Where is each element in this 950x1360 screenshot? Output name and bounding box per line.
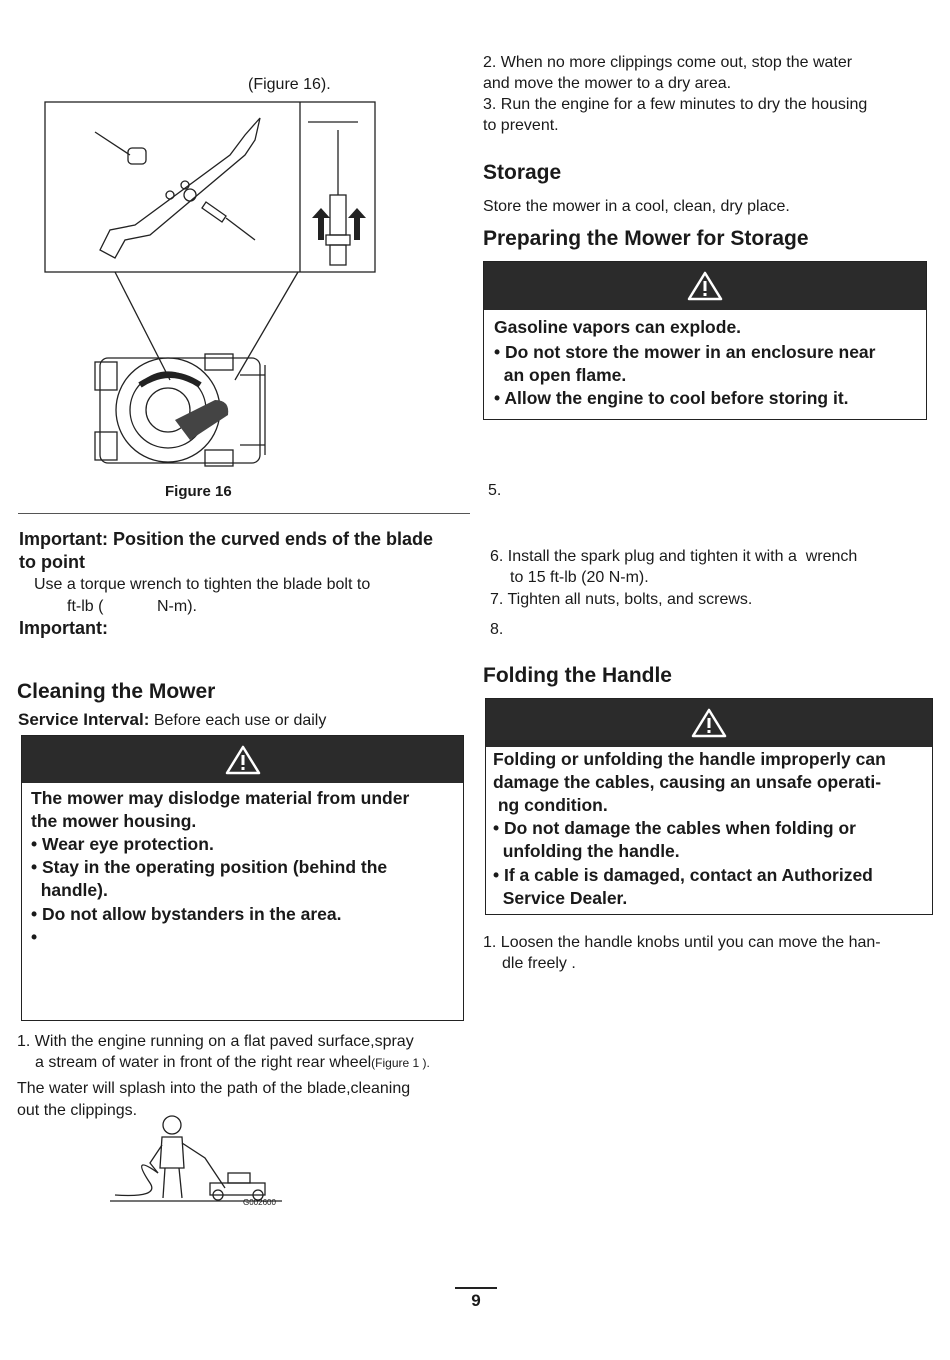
cleaning-step-1-figref: (Figure 1 ). [371, 1056, 430, 1070]
fold-step-1-line1: 1. Loosen the handle knobs until you can move the han- [483, 934, 881, 951]
storage-warning-line-2: • Do not store the mower in an enclosure near [494, 342, 876, 362]
folding-warning-line-7: Service Dealer. [493, 888, 628, 908]
folding-warning-line-2: damage the cables, causing an unsafe operati- [493, 772, 882, 792]
cleaning-warning-line-2: the mower housing. [31, 811, 197, 831]
storage-warning-box [483, 261, 927, 420]
warning-triangle-icon [690, 707, 728, 739]
step-6-line1: 6. Install the spark plug and tighten it with a wrench [490, 548, 858, 565]
figure-16-illustration [40, 100, 385, 475]
folding-warning-line-4: • Do not damage the cables when folding or [493, 818, 856, 838]
step-5: 5. [488, 482, 502, 499]
water-splash-line1: The water will splash into the path of the blade,cleaning [17, 1080, 411, 1097]
important-note-1-line1: Important: Position the curved ends of the blade [19, 529, 434, 549]
folding-warning-box [485, 698, 933, 915]
cleaning-warning-line-1: The mower may dislodge material from under [31, 788, 410, 808]
storage-warning-line-3: an open flame. [494, 365, 627, 385]
step-8: 8. [490, 621, 504, 638]
step-2-line2: and move the mower to a dry area. [483, 75, 732, 92]
storage-text: Store the mower in a cool, clean, dry place. [483, 198, 790, 215]
service-interval-value: Before each use or daily [153, 712, 327, 729]
step-3-line1: 3. Run the engine for a few minutes to dry the housing [483, 96, 868, 113]
warning-header-bar [486, 699, 932, 747]
cleaning-warning-line-6: • Do not allow bystanders in the area. [31, 904, 342, 924]
cleaning-step-1-line2 [35, 1052, 430, 1074]
torque-instruction-ftlb: ft-lb ( [67, 598, 104, 615]
preparing-storage-title: Preparing the Mower for Storage [483, 227, 809, 250]
folding-warning-line-6: • If a cable is damaged, contact an Authorized [493, 865, 873, 885]
torque-instruction-line1: Use a torque wrench to tighten the blade bolt to [34, 576, 371, 593]
water-splash-line2: out the clippings. [17, 1102, 138, 1119]
folding-warning-line-3: ng condition. [493, 795, 608, 815]
cleaning-warning-line-7: • [31, 927, 38, 947]
page-number: 9 [471, 1291, 481, 1310]
cleaning-step-1-text: a stream of water in front of the right rear wheel [35, 1054, 372, 1071]
cleaning-warning-box [21, 735, 464, 1021]
storage-warning-line-1: Gasoline vapors can explode. [494, 317, 742, 337]
cleaning-warning-line-4: • Stay in the operating position (behind the [31, 857, 388, 877]
folding-warning-line-5: unfolding the handle. [493, 841, 680, 861]
step-2-line1: 2. When no more clippings come out, stop the water [483, 54, 853, 71]
warning-triangle-icon [224, 744, 262, 776]
fold-step-1-line2: dle freely . [502, 955, 576, 972]
important-note-1-line2: to point [19, 552, 85, 572]
figure-caption: Figure 16 [165, 483, 232, 500]
figure-ref-top: (Figure 16). [248, 76, 331, 93]
page-number-rule [455, 1287, 497, 1289]
step-3-line2: to prevent. [483, 117, 559, 134]
service-interval-label: Service Interval: [18, 710, 150, 729]
service-interval [18, 709, 326, 731]
folding-warning-line-1: Folding or unfolding the handle improperly can [493, 749, 886, 769]
illustration-code: G002600 [243, 1198, 276, 1207]
cleaning-warning-line-3: • Wear eye protection. [31, 834, 214, 854]
storage-section-title: Storage [483, 161, 562, 184]
warning-header-bar [484, 262, 926, 310]
section-divider [18, 513, 470, 514]
warning-header-bar [22, 736, 463, 783]
cleaning-step-1-line1: 1. With the engine running on a flat paved surface,spray [17, 1033, 414, 1050]
torque-instruction-nm: N-m). [157, 598, 197, 615]
cleaning-warning-line-5: handle). [31, 880, 108, 900]
important-note-2: Important: [19, 618, 108, 638]
step-7: 7. Tighten all nuts, bolts, and screws. [490, 591, 753, 608]
warning-triangle-icon [686, 270, 724, 302]
step-6-line2: to 15 ft-lb (20 N-m). [510, 569, 649, 586]
storage-warning-line-4: • Allow the engine to cool before storing it. [494, 388, 849, 408]
folding-section-title: Folding the Handle [483, 664, 672, 687]
cleaning-section-title: Cleaning the Mower [17, 680, 216, 703]
